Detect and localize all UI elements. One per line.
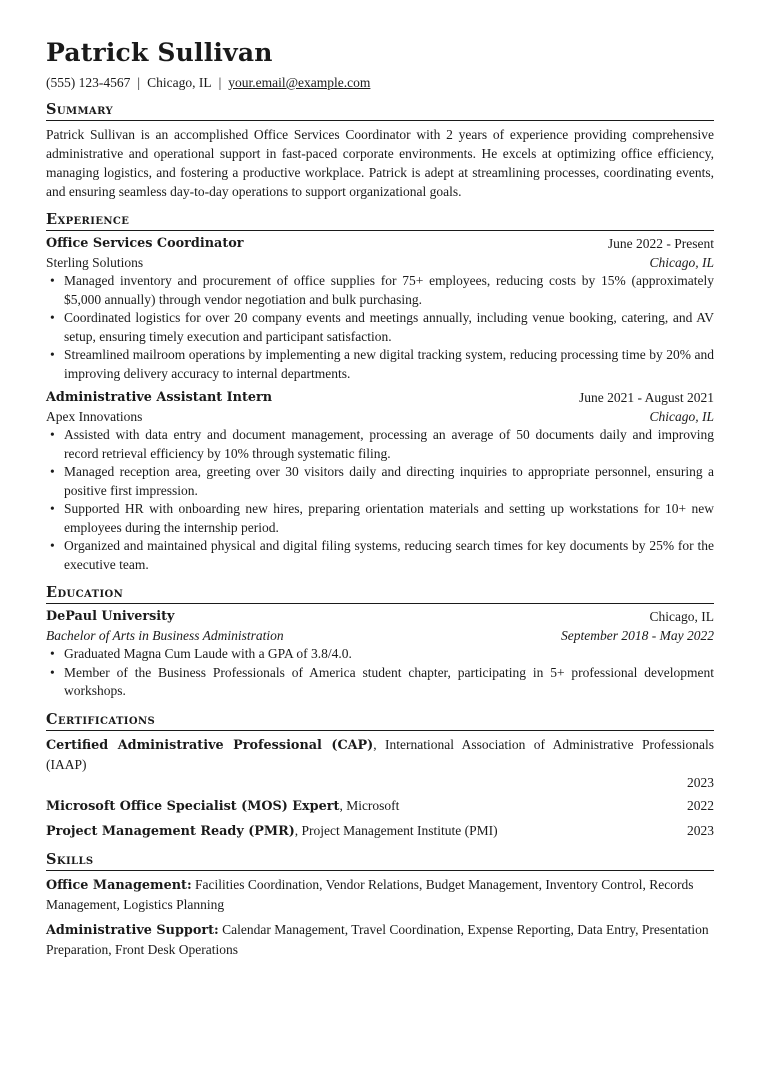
job-bullets — [46, 272, 714, 383]
certification-year: 2022 — [687, 798, 714, 813]
job-header — [46, 235, 714, 254]
email-link[interactable]: your.email@example.com — [228, 75, 371, 90]
job-entry — [46, 235, 714, 383]
education-section — [46, 583, 714, 701]
phone-number: (555) 123-4567 — [46, 75, 131, 90]
school-name: DePaul University — [46, 609, 175, 624]
job-company: Sterling Solutions — [46, 254, 144, 270]
location: Chicago, IL — [147, 75, 212, 90]
contact-line — [46, 75, 714, 91]
certification-year: 2023 — [687, 774, 714, 790]
education-bullets — [46, 645, 714, 701]
section-title-experience: Experience — [46, 210, 714, 231]
list-item: • Member of the Business Professionals of America student chapter, participating in 5+ professional development workshops. — [46, 664, 714, 701]
certification-issuer: , Project Management Institute (PMI) — [294, 822, 498, 838]
certification-name: Certified Administrative Professional (CAP) — [46, 737, 374, 753]
list-item: • Graduated Magna Cum Laude with a GPA of 3.8/4.0. — [46, 645, 714, 664]
section-title-education: Education — [46, 583, 714, 604]
job-dates: June 2021 - August 2021 — [579, 390, 714, 405]
list-item: • Assisted with data entry and document management, processing an average of 50 documents daily and improving record retrieval efficiency by 10% through systematic filing. — [46, 426, 714, 463]
certification-issuer: , International Association of Administrative Professionals (IAAP) — [46, 736, 714, 772]
section-title-certifications: Certifications — [46, 710, 714, 731]
certification-name: Microsoft Office Specialist (MOS) Expert — [46, 799, 340, 814]
list-item: • Supported HR with onboarding new hires, preparing orientation materials and setting up workstations for 10+ new employees during the internship period. — [46, 500, 714, 537]
certification-issuer: , Microsoft — [339, 798, 400, 813]
job-subheader — [46, 408, 714, 427]
education-dates: September 2018 - May 2022 — [561, 627, 714, 643]
job-entry — [46, 389, 714, 574]
job-role: Office Services Coordinator — [46, 236, 244, 251]
candidate-name: Patrick Sullivan — [46, 38, 273, 67]
certification-item — [46, 822, 714, 842]
job-role: Administrative Assistant Intern — [46, 390, 273, 405]
summary-section — [46, 100, 714, 201]
skill-item — [46, 920, 714, 959]
certification-item — [46, 735, 714, 793]
summary-text: Patrick Sullivan is an accomplished Office Services Coordinator with 2 years of experience providing comprehensive administrative and operational support in fast-paced corporate environments. He excels at optimizing office efficiency, managing logistics, and fostering a productive workplace. Patrick is adept at streamlining processes, coordinating events, and ensuring seamless day-to-day operations to support organizational goals. — [46, 127, 714, 199]
experience-section — [46, 210, 714, 574]
education-header — [46, 608, 714, 627]
job-header — [46, 389, 714, 408]
separator: | — [218, 75, 222, 90]
skill-label: Administrative Support: — [46, 923, 219, 938]
certifications-section — [46, 710, 714, 842]
job-dates: June 2022 - Present — [607, 236, 714, 251]
certification-text — [46, 735, 714, 774]
skill-item — [46, 875, 714, 914]
job-bullets — [46, 426, 714, 574]
section-title-skills: Skills — [46, 850, 714, 871]
job-company: Apex Innovations — [46, 408, 143, 424]
separator: | — [137, 75, 141, 90]
school-location: Chicago, IL — [649, 609, 714, 624]
list-item: • Managed reception area, greeting over 30 visitors daily and directing inquiries to appropriate personnel, ensuring a positive first impression. — [46, 463, 714, 500]
certification-year: 2023 — [687, 822, 714, 838]
job-subheader — [46, 254, 714, 273]
education-subheader — [46, 627, 714, 646]
skill-list: Facilities Coordination, Vendor Relations, Budget Management, Inventory Control, Records Management, Logistics Planning — [46, 877, 694, 912]
list-item: • Managed inventory and procurement of office supplies for 75+ employees, reducing costs by 15% (approximately $5,000 annually) through vendor negotiation and bulk purchasing. — [46, 272, 714, 309]
job-location: Chicago, IL — [649, 408, 714, 424]
list-item: • Organized and maintained physical and digital filing systems, reducing search times for key documents by 25% for the executive team. — [46, 537, 714, 574]
list-item: • Streamlined mailroom operations by implementing a new digital tracking system, reducing processing time by 20% and improving delivery accuracy to internal departments. — [46, 346, 714, 383]
section-title-summary: Summary — [46, 100, 714, 121]
certification-item — [46, 797, 714, 817]
list-item: • Coordinated logistics for over 20 company events and meetings annually, including venue booking, catering, and AV setup, ensuring timely execution and participant satisfaction. — [46, 309, 714, 346]
degree: Bachelor of Arts in Business Administration — [46, 627, 284, 643]
certification-name: Project Management Ready (PMR) — [46, 823, 295, 839]
skill-list: Calendar Management, Travel Coordination, Expense Reporting, Data Entry, Presentation Preparation, Front Desk Operations — [46, 922, 709, 957]
job-location: Chicago, IL — [649, 254, 714, 270]
skills-section — [46, 850, 714, 959]
skill-label: Office Management: — [46, 878, 192, 893]
